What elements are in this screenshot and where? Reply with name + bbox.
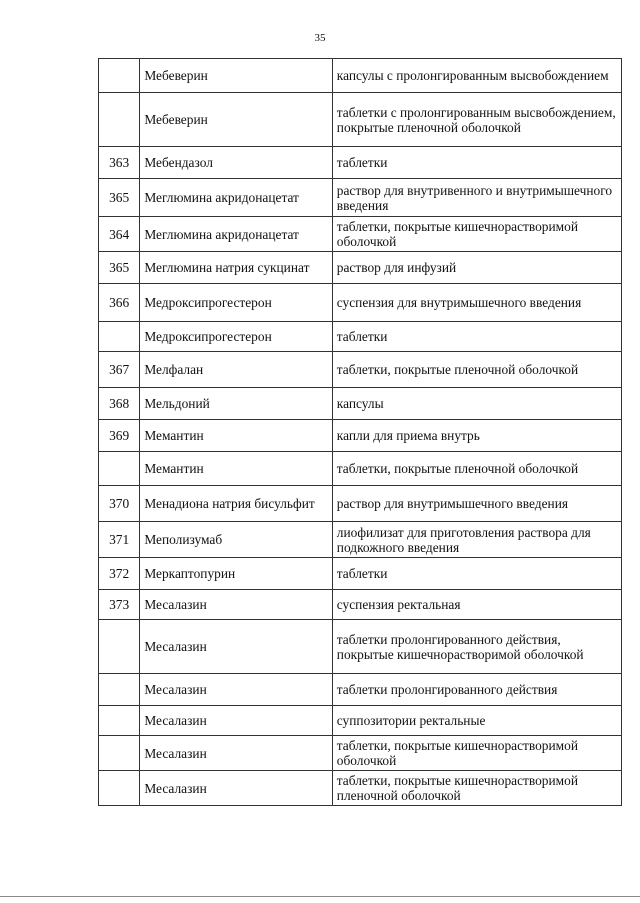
row-number-cell bbox=[99, 674, 140, 706]
drug-table bbox=[98, 58, 622, 806]
drug-name-cell: Менадиона натрия бисульфит bbox=[140, 486, 332, 522]
dosage-form-cell: суспензия для внутримышечного введения bbox=[332, 284, 621, 322]
row-number-cell bbox=[99, 93, 140, 147]
table-row bbox=[99, 771, 622, 806]
row-number-cell bbox=[99, 736, 140, 771]
dosage-form-cell: таблетки, покрытые пленочной оболочкой bbox=[332, 452, 621, 486]
table-row bbox=[99, 59, 622, 93]
dosage-form-cell: раствор для инфузий bbox=[332, 252, 621, 284]
row-number-cell bbox=[99, 322, 140, 352]
drug-name-cell: Месалазин bbox=[140, 674, 332, 706]
row-number-cell bbox=[99, 706, 140, 736]
page-number: 35 bbox=[314, 32, 326, 44]
row-number-cell bbox=[99, 59, 140, 93]
table-row bbox=[99, 388, 622, 420]
dosage-form-cell: таблетки bbox=[332, 558, 621, 590]
table-row bbox=[99, 252, 622, 284]
row-number-cell: 373 bbox=[99, 590, 140, 620]
row-number-cell: 369 bbox=[99, 420, 140, 452]
drug-name-cell: Меглюмина акридонацетат bbox=[140, 179, 332, 217]
drug-name-cell: Меркаптопурин bbox=[140, 558, 332, 590]
table-row bbox=[99, 452, 622, 486]
drug-name-cell: Мебендазол bbox=[140, 147, 332, 179]
drug-name-cell: Месалазин bbox=[140, 771, 332, 806]
dosage-form-cell: капсулы с пролонгированным высвобождением bbox=[332, 59, 621, 93]
row-number-cell: 366 bbox=[99, 284, 140, 322]
row-number-cell: 372 bbox=[99, 558, 140, 590]
dosage-form-cell: таблетки, покрытые кишечнорастворимой пленочной оболочкой bbox=[332, 771, 621, 806]
row-number-cell: 365 bbox=[99, 179, 140, 217]
dosage-form-cell: суспензия ректальная bbox=[332, 590, 621, 620]
table-row bbox=[99, 522, 622, 558]
drug-name-cell: Меглюмина акридонацетат bbox=[140, 217, 332, 252]
table-row bbox=[99, 179, 622, 217]
dosage-form-cell: капсулы bbox=[332, 388, 621, 420]
table-row bbox=[99, 217, 622, 252]
drug-name-cell: Месалазин bbox=[140, 620, 332, 674]
row-number-cell: 368 bbox=[99, 388, 140, 420]
table-row bbox=[99, 322, 622, 352]
row-number-cell bbox=[99, 452, 140, 486]
dosage-form-cell: суппозитории ректальные bbox=[332, 706, 621, 736]
row-number-cell: 370 bbox=[99, 486, 140, 522]
table-row bbox=[99, 590, 622, 620]
table-row bbox=[99, 284, 622, 322]
drug-name-cell: Мельдоний bbox=[140, 388, 332, 420]
row-number-cell: 363 bbox=[99, 147, 140, 179]
table-row bbox=[99, 486, 622, 522]
table-row bbox=[99, 620, 622, 674]
drug-name-cell: Мелфалан bbox=[140, 352, 332, 388]
dosage-form-cell: лиофилизат для приготовления раствора для подкожного введения bbox=[332, 522, 621, 558]
drug-name-cell: Месалазин bbox=[140, 590, 332, 620]
drug-name-cell: Мебеверин bbox=[140, 93, 332, 147]
dosage-form-cell: таблетки, покрытые кишечнорастворимой оболочкой bbox=[332, 736, 621, 771]
table-row bbox=[99, 706, 622, 736]
dosage-form-cell: таблетки, покрытые пленочной оболочкой bbox=[332, 352, 621, 388]
drug-name-cell: Мемантин bbox=[140, 420, 332, 452]
row-number-cell bbox=[99, 620, 140, 674]
dosage-form-cell: таблетки, покрытые кишечнорастворимой оболочкой bbox=[332, 217, 621, 252]
dosage-form-cell: таблетки bbox=[332, 147, 621, 179]
table-row bbox=[99, 736, 622, 771]
row-number-cell bbox=[99, 771, 140, 806]
drug-name-cell: Медроксипрогестерон bbox=[140, 322, 332, 352]
row-number-cell: 367 bbox=[99, 352, 140, 388]
row-number-cell: 371 bbox=[99, 522, 140, 558]
drug-name-cell: Медроксипрогестерон bbox=[140, 284, 332, 322]
drug-name-cell: Мебеверин bbox=[140, 59, 332, 93]
row-number-cell: 365 bbox=[99, 252, 140, 284]
drug-name-cell: Мемантин bbox=[140, 452, 332, 486]
dosage-form-cell: таблетки пролонгированного действия, покрытые кишечнорастворимой оболочкой bbox=[332, 620, 621, 674]
dosage-form-cell: капли для приема внутрь bbox=[332, 420, 621, 452]
dosage-form-cell: раствор для внутривенного и внутримышечного введения bbox=[332, 179, 621, 217]
table-row bbox=[99, 420, 622, 452]
dosage-form-cell: таблетки bbox=[332, 322, 621, 352]
table-row bbox=[99, 352, 622, 388]
drug-name-cell: Месалазин bbox=[140, 706, 332, 736]
dosage-form-cell: таблетки с пролонгированным высвобождением, покрытые пленочной оболочкой bbox=[332, 93, 621, 147]
row-number-cell: 364 bbox=[99, 217, 140, 252]
dosage-form-cell: таблетки пролонгированного действия bbox=[332, 674, 621, 706]
table-row bbox=[99, 147, 622, 179]
dosage-form-cell: раствор для внутримышечного введения bbox=[332, 486, 621, 522]
table-row bbox=[99, 93, 622, 147]
table-row bbox=[99, 674, 622, 706]
drug-name-cell: Меглюмина натрия сукцинат bbox=[140, 252, 332, 284]
drug-name-cell: Меполизумаб bbox=[140, 522, 332, 558]
bottom-divider bbox=[0, 896, 640, 897]
drug-name-cell: Месалазин bbox=[140, 736, 332, 771]
table-row bbox=[99, 558, 622, 590]
